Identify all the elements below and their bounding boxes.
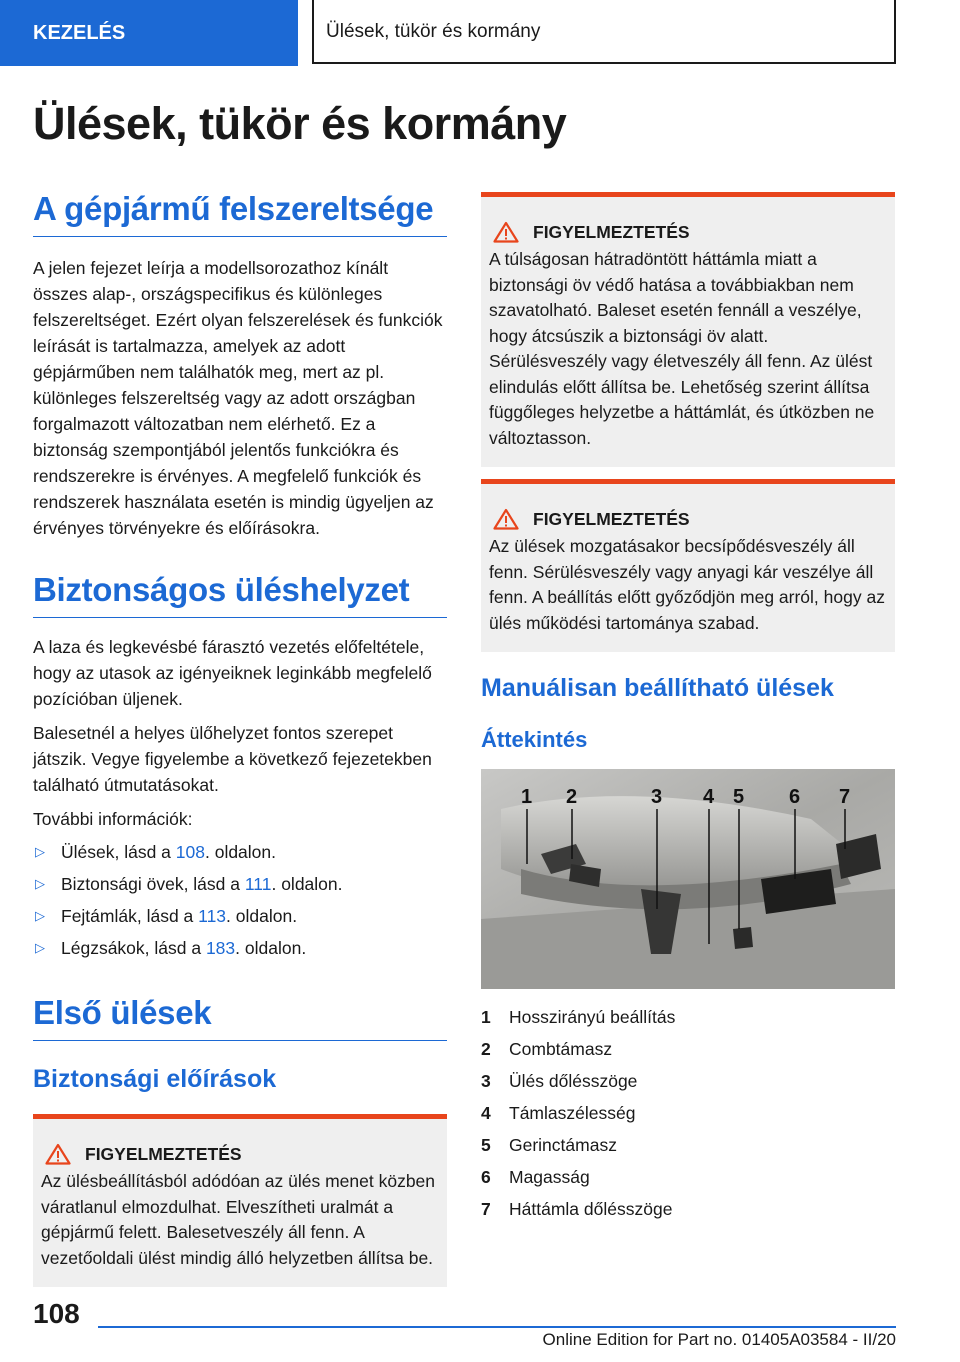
image-label: 7 xyxy=(839,786,851,808)
seat-controls-legend xyxy=(481,1001,895,1225)
warning-label: FIGYELMEZTETÉS xyxy=(85,1143,242,1164)
page-link[interactable]: 111 xyxy=(244,874,272,894)
footer-divider xyxy=(98,1326,896,1328)
page-number: 108 xyxy=(33,1298,80,1329)
section-tab: KEZELÉS xyxy=(0,0,298,66)
list-item: 2 Combtámasz xyxy=(481,1039,613,1059)
page-link[interactable]: 183 xyxy=(205,938,236,958)
list-item: 3 Ülés dőlésszöge xyxy=(481,1071,638,1091)
list-item: ▷ Fejtámlák, lásd a 113. oldalon. xyxy=(33,900,447,932)
list-item: 5 Gerinctámasz xyxy=(481,1135,617,1155)
list-item: ▷ Légzsákok, lásd a 183. oldalon. xyxy=(33,932,447,964)
warning-box xyxy=(33,1114,447,1287)
page-link[interactable]: 108 xyxy=(175,842,205,862)
image-label: 4 xyxy=(703,786,715,808)
paragraph-equipment: A jelen fejezet leírja a modellsorozathoz kínált összes alap-, országspecifikus és különleges felszereltséget. Ezért olyan felszerelések és funkciók leírását is tartalmazza, amelyek az adott gépjárműben nem találhatók meg, mert az pl. különleges felszereltség vagy az adott országban forgalmazott változatban nem elérhető. Ez a biztonság szempontjából jelentős funkciókra és rendszerekre is érvényes. A megfelelő funkciók és rendszerek használata esetén is mindig ügyeljen az érvényes törvényekre és előírásokra. xyxy=(33,258,443,538)
warning-text: Az ülések mozgatásakor becsípődésveszély áll fenn. Sérülésveszély vagy anyagi kár veszélye áll fenn. A beállítás előtt győződjön meg arról, hogy az ülés működési tartománya szabad. xyxy=(489,536,885,633)
warning-label: FIGYELMEZTETÉS xyxy=(533,508,690,529)
image-label: 1 xyxy=(521,786,533,808)
warning-triangle-icon xyxy=(45,1143,71,1165)
warning-box xyxy=(481,479,895,652)
warning-triangle-icon xyxy=(493,508,519,530)
seat-photo xyxy=(481,769,895,989)
image-label: 6 xyxy=(789,786,801,808)
right-column xyxy=(481,192,895,1225)
seat-controls-image xyxy=(481,769,895,989)
heading-safety-rules: Biztonsági előírások xyxy=(33,1065,277,1093)
paragraph-safe-1: A laza és legkevésbé fárasztó vezetés előfeltétele, hogy az utasok az igényeiknek leginkább megfelelő pozícióban üljenek. xyxy=(33,637,432,709)
triangle-bullet-icon: ▷ xyxy=(35,908,45,923)
list-item: 4 Támlaszélesség xyxy=(481,1103,636,1123)
image-label: 5 xyxy=(733,786,745,808)
page-link[interactable]: 113 xyxy=(198,906,227,926)
triangle-bullet-icon: ▷ xyxy=(35,844,45,859)
list-item: ▷ Ülések, lásd a 108. oldalon. xyxy=(33,836,447,868)
heading-overview: Áttekintés xyxy=(481,727,588,752)
warning-triangle-icon xyxy=(493,221,519,243)
image-label: 3 xyxy=(651,786,663,808)
heading-equipment: A gépjármű felszereltsége xyxy=(33,190,447,237)
image-label: 2 xyxy=(566,786,578,808)
heading-manual-seats: Manuálisan beállítható ülések xyxy=(481,674,834,702)
chapter-title: Ülések, tükör és kormány xyxy=(312,0,896,64)
header-bar xyxy=(0,0,960,66)
page-title: Ülések, tükör és kormány xyxy=(33,98,567,149)
warning-text: Az ülésbeállításból adódóan az ülés menet közben váratlanul elmozdulhat. Elveszítheti uralmát a gépjármű felett. Balesetveszély áll fenn. A vezetőoldali ülést mindig álló helyzetben állítsa be. xyxy=(41,1171,436,1268)
paragraph-safe-2: Balesetnél a helyes ülőhelyzet fontos szerepet játszik. Vegye figyelembe a következő fejezetekben található útmutatásokat. xyxy=(33,723,432,795)
list-item: ▷ Biztonsági övek, lásd a 111. oldalon. xyxy=(33,868,447,900)
left-column xyxy=(33,190,447,1287)
edition-text: Online Edition for Part no. 01405A03584 - II/20 xyxy=(542,1330,896,1349)
paragraph-more-info: További információk: xyxy=(33,809,193,829)
heading-safe-position: Biztonságos üléshelyzet xyxy=(33,571,447,618)
warning-text: A túlságosan hátradöntött háttámla miatt a biztonsági öv védő hatása a továbbiakban nem szavatolható. Baleset esetén fennáll a veszélye, hogy átcsúszik a biztonsági öv alatt. Sérülésveszély vagy életveszély áll fenn. Az ülést elindulás előtt állítsa be. Lehetőség szerint állítsa függőleges helyzetbe a háttámlát, és útközben ne változtasson. xyxy=(489,249,875,448)
warning-label: FIGYELMEZTETÉS xyxy=(533,221,690,242)
list-item: 1 Hosszirányú beállítás xyxy=(481,1007,676,1027)
list-item: 7 Háttámla dőlésszöge xyxy=(481,1199,673,1219)
warning-box xyxy=(481,192,895,467)
reference-list xyxy=(33,836,447,964)
triangle-bullet-icon: ▷ xyxy=(35,940,45,955)
heading-front-seats: Első ülések xyxy=(33,994,447,1041)
list-item: 6 Magasság xyxy=(481,1167,590,1187)
triangle-bullet-icon: ▷ xyxy=(35,876,45,891)
